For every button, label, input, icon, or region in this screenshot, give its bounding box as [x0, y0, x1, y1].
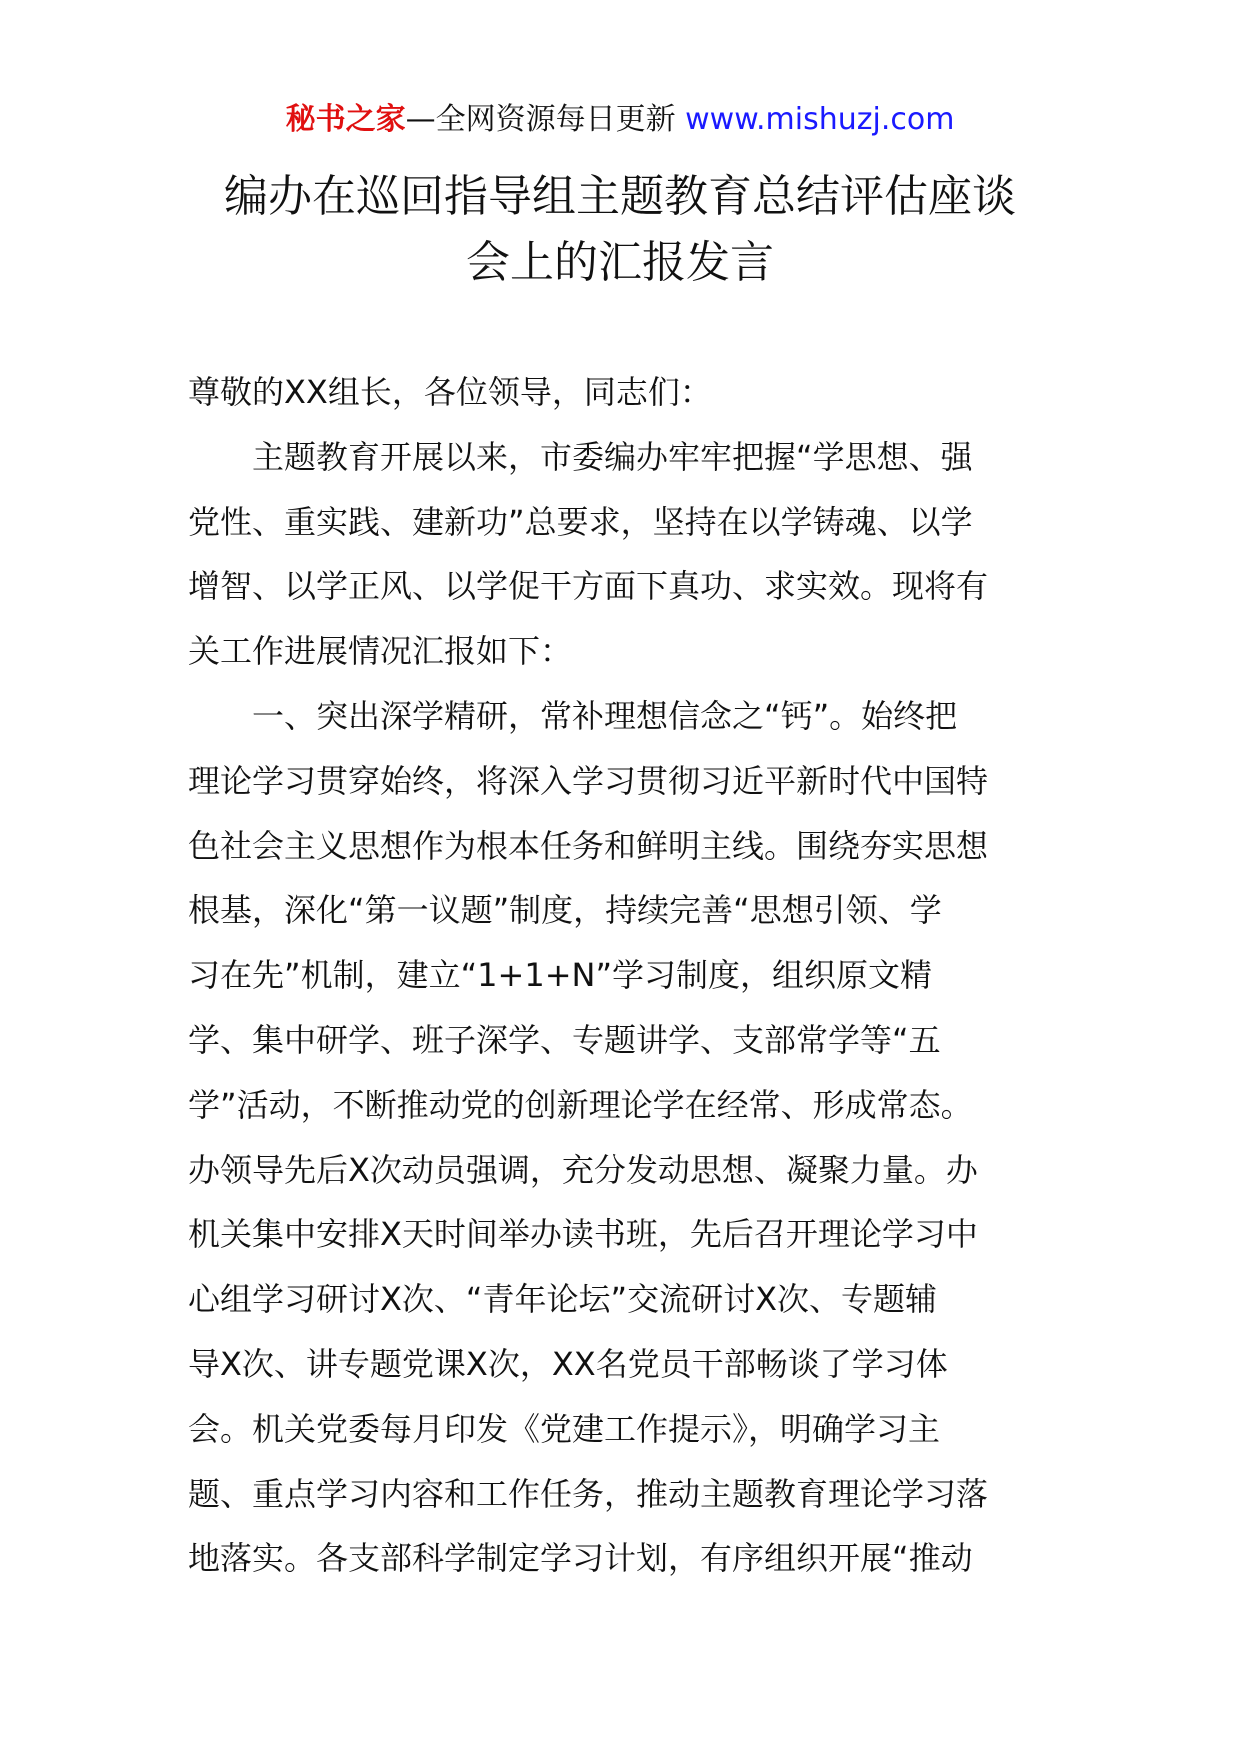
body-line: 习在先”机制，建立“1+1+N”学习制度，组织原文精 — [188, 956, 933, 995]
body-line: 一、突出深学精研，常补理想信念之“钙”。始终把 — [188, 696, 958, 735]
body-line: 理论学习贯穿始终，将深入学习贯彻习近平新时代中国特 — [188, 761, 989, 800]
body-line: 机关集中安排X天时间举办读书班，先后召开理论学习中 — [188, 1215, 978, 1254]
site-url-link[interactable]: www.mishuzj.com — [685, 102, 955, 137]
body-line: 关工作进展情况汇报如下： — [188, 632, 573, 671]
body-line: 学、集中研学、班子深学、专题讲学、支部常学等“五 — [188, 1020, 941, 1059]
body-line: 导X次、讲专题党课X次，XX名党员干部畅谈了学习体 — [188, 1344, 948, 1383]
document-body — [188, 360, 1068, 1591]
title-line-2: 会上的汇报发言 — [466, 237, 774, 288]
body-line: 根基，深化“第一议题”制度，持续完善“思想引领、学 — [188, 891, 942, 930]
body-line: 会。机关党委每月印发《党建工作提示》，明确学习主 — [188, 1409, 941, 1448]
document-title — [150, 164, 1090, 296]
body-line: 色社会主义思想作为根本任务和鲜明主线。围绕夯实思想 — [188, 826, 989, 865]
header-tagline: —全网资源每日更新 — [405, 102, 686, 137]
body-line: 增智、以学正风、以学促干方面下真功、求实效。现将有 — [188, 567, 989, 606]
site-header — [0, 100, 1240, 140]
body-line: 主题教育开展以来，市委编办牢牢把握“学思想、强 — [188, 437, 973, 476]
body-line: 办领导先后X次动员强调，充分发动思想、凝聚力量。办 — [188, 1150, 978, 1189]
body-line: 心组学习研讨X次、“青年论坛”交流研讨X次、专题辅 — [188, 1280, 938, 1319]
body-line: 尊敬的XX组长，各位领导，同志们： — [188, 373, 712, 411]
body-line: 题、重点学习内容和工作任务，推动主题教育理论学习落 — [188, 1474, 989, 1513]
title-line-1: 编办在巡回指导组主题教育总结评估座谈 — [224, 171, 1016, 222]
body-line: 学”活动，不断推动党的创新理论学在经常、形成常态。 — [188, 1085, 973, 1124]
body-line: 党性、重实践、建新功”总要求，坚持在以学铸魂、以学 — [188, 502, 973, 541]
brand-name: 秘书之家 — [285, 102, 406, 137]
body-line: 地落实。各支部科学制定学习计划，有序组织开展“推动 — [188, 1539, 973, 1578]
